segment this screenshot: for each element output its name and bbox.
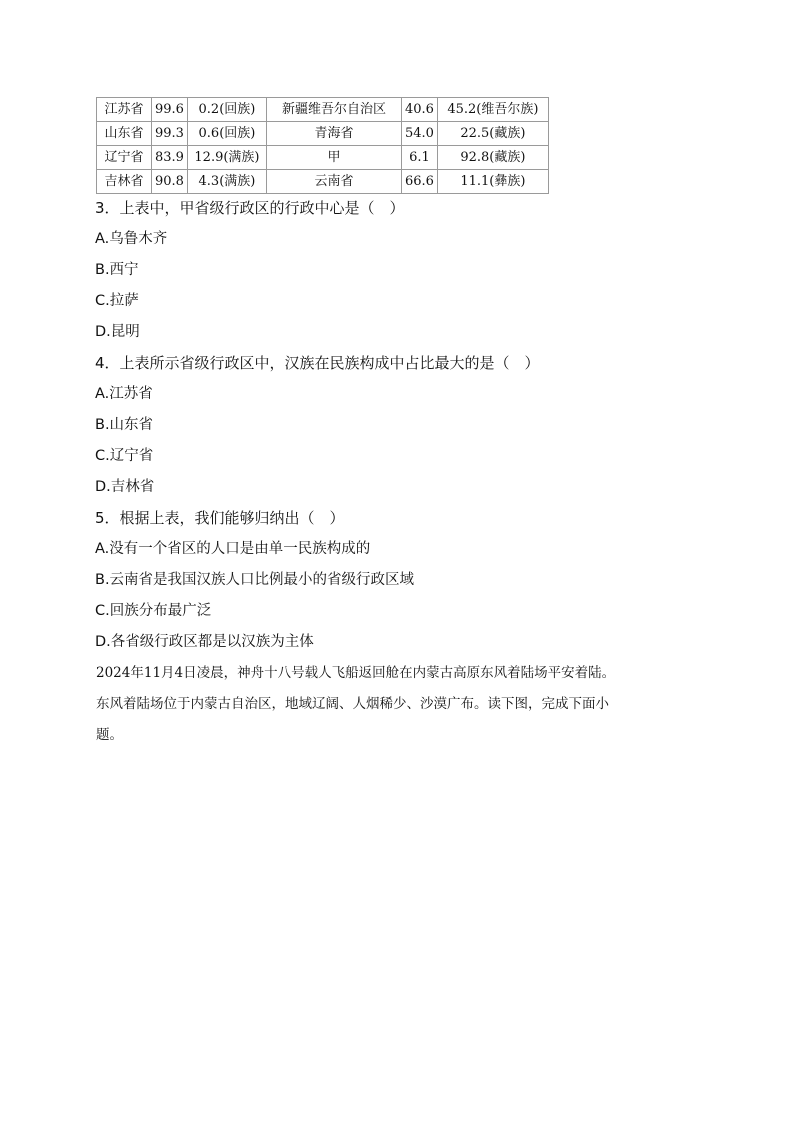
- table-cell: 江苏省: [97, 98, 152, 122]
- table-cell: 12.9(满族): [187, 146, 266, 170]
- question-3-option-c: C.拉萨: [95, 293, 139, 309]
- question-4-option-b: B.山东省: [95, 417, 154, 433]
- table-cell: 0.6(回族): [187, 122, 266, 146]
- table-cell: 0.2(回族): [187, 98, 266, 122]
- table-cell: 99.6: [152, 98, 188, 122]
- table-cell: 83.9: [152, 146, 188, 170]
- question-5-option-c: C.回族分布最广泛: [95, 603, 212, 619]
- table-cell: 90.8: [152, 170, 188, 194]
- table-cell: 云南省: [266, 170, 401, 194]
- table-cell: 11.1(彝族): [437, 170, 548, 194]
- question-5-option-d: D.各省级行政区都是以汉族为主体: [95, 634, 314, 650]
- table-row: [97, 122, 549, 146]
- intro-line-1: 2024年11月4日凌晨，神舟十八号载人飞船返回舱在内蒙古高原东风着陆场平安着陆。: [96, 665, 616, 681]
- table-cell: 辽宁省: [97, 146, 152, 170]
- intro-line-2: 东风着陆场位于内蒙古自治区，地域辽阔、人烟稀少、沙漠广布。读下图，完成下面小: [96, 696, 609, 712]
- table-row: [97, 146, 549, 170]
- table-row: [97, 170, 549, 194]
- question-3-stem: 3．上表中，甲省级行政区的行政中心是（ ）: [95, 199, 405, 217]
- question-3-option-d: D.昆明: [95, 324, 140, 340]
- question-5-option-a: A.没有一个省区的人口是由单一民族构成的: [95, 541, 371, 557]
- table-cell: 40.6: [401, 98, 437, 122]
- question-5-stem: 5．根据上表，我们能够归纳出（ ）: [95, 509, 345, 527]
- table-row: [97, 98, 549, 122]
- table-cell: 新疆维吾尔自治区: [266, 98, 401, 122]
- question-3-option-a: A.乌鲁木齐: [95, 231, 168, 247]
- intro-line-3: 题。: [96, 727, 123, 743]
- table-cell: 54.0: [401, 122, 437, 146]
- table-cell: 4.3(满族): [187, 170, 266, 194]
- table-cell: 山东省: [97, 122, 152, 146]
- table-cell: 22.5(藏族): [437, 122, 548, 146]
- question-4-option-d: D.吉林省: [95, 479, 155, 495]
- question-3-option-b: B.西宁: [95, 262, 139, 278]
- table-cell: 99.3: [152, 122, 188, 146]
- question-4-stem: 4．上表所示省级行政区中，汉族在民族构成中占比最大的是（ ）: [95, 354, 540, 372]
- table-cell: 92.8(藏族): [437, 146, 548, 170]
- question-4-option-c: C.辽宁省: [95, 448, 154, 464]
- table-cell: 青海省: [266, 122, 401, 146]
- table-cell: 甲: [266, 146, 401, 170]
- question-4-option-a: A.江苏省: [95, 386, 153, 402]
- table-cell: 66.6: [401, 170, 437, 194]
- table-cell: 45.2(维吾尔族): [437, 98, 548, 122]
- question-5-option-b: B.云南省是我国汉族人口比例最小的省级行政区域: [95, 572, 415, 588]
- table-cell: 6.1: [401, 146, 437, 170]
- population-table: [96, 97, 549, 194]
- table-cell: 吉林省: [97, 170, 152, 194]
